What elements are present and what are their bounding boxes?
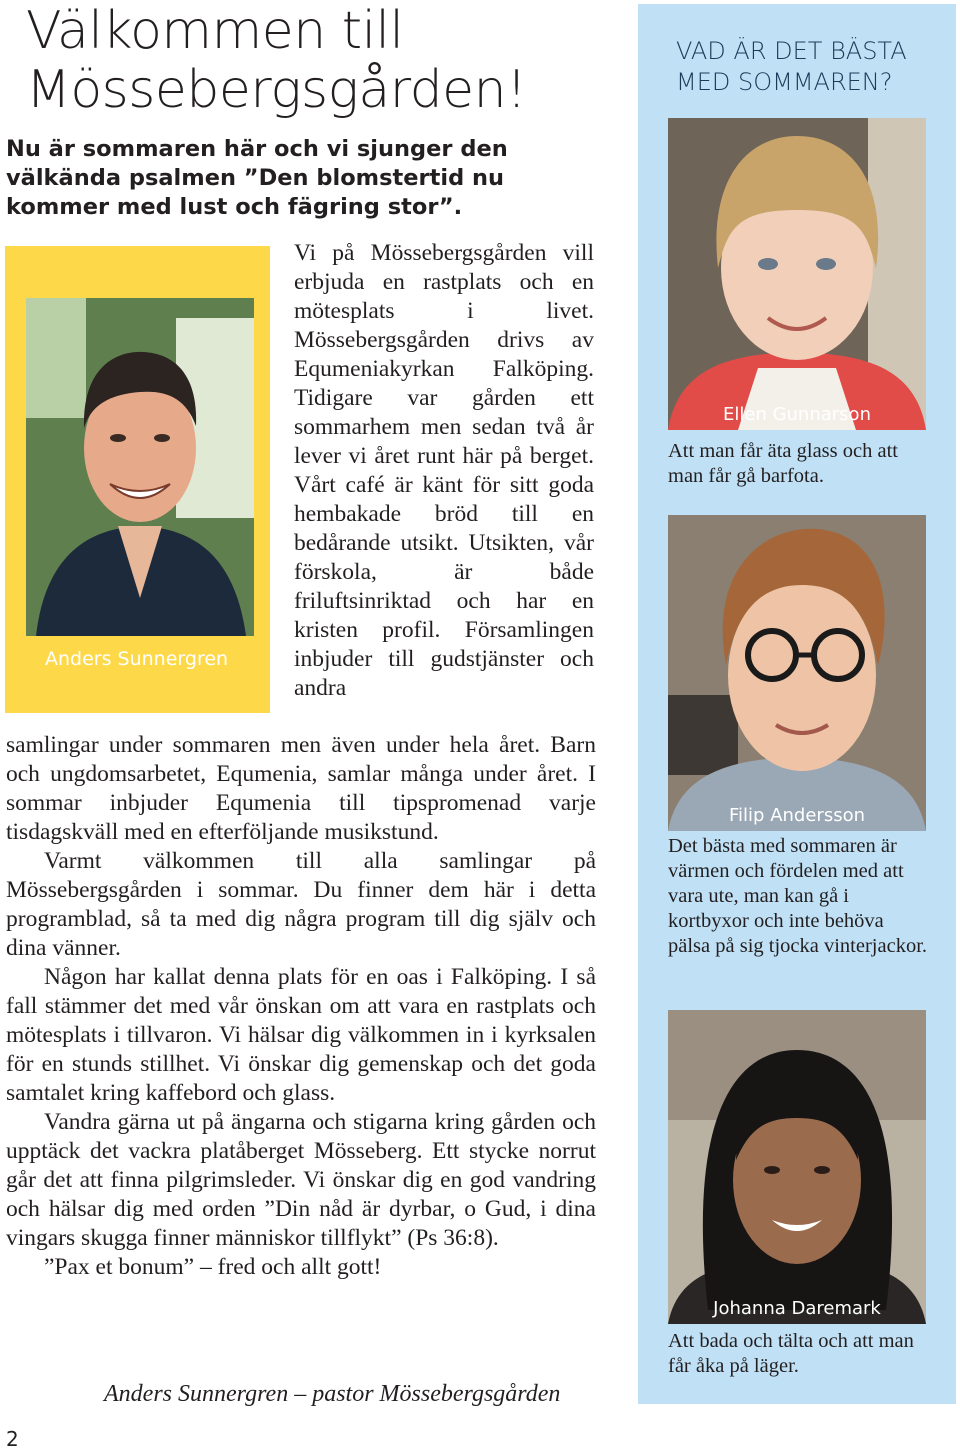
man-portrait-illustration [26,298,254,636]
kid-answer: Att bada och tälta och att man får åka på läger. [668,1330,914,1377]
sidebar-heading: VAD ÄR DET BÄSTA MED SOMMAREN? [676,37,907,96]
portrait-caption: Anders Sunnergren [45,648,229,670]
kid-answer: Att man får äta glass och att man får gå barfota. [668,440,898,487]
intro-column: Vi på Mössebergsgården vill erbjuda en rastplats och en mötesplats i livet. Mössebergsgården drivs av Equmeniakyrkan Falköping. Tidigare var gården ett sommarhem men sedan två år lever vi året runt här på berget. Vårt café är känt för sitt goda hembakade bröd till en bedårande utsikt. Utsikten, vår förskola, är både friluftsinriktad och har en kristen profil. Församlingen inbjuder till gudstjänster och andra [294,240,594,701]
body-paragraph: ”Pax et bonum” – fred och allt gott! [44,1254,382,1280]
kid-photo-johanna [668,1010,926,1324]
girl-portrait-illustration [668,1010,926,1324]
signature: Anders Sunnergren – pastor Mössebergsgården [104,1381,561,1407]
body-paragraph: Någon har kallat denna plats för en oas i Falköping. I så fall stämmer det med vår önskan om att vara en rastplats och mötesplats i tillvaron. Vi hälsar dig välkommen in i kyrksalen för en stunds stillhet. Vi önskar dig gemenskap och det goda samtalet kring kaffebord och glass. [6,964,596,1106]
kid-answer: Det bästa med sommaren är värmen och fördelen med att vara ute, man kan gå i kortbyxor och inte behöva pälsa på sig tjocka vinterjackor. [668,835,928,957]
body-paragraph: Varmt välkommen till alla samlingar på Mössebergsgården i sommar. Du finner dem här i detta programblad, så ta med dig några program till dig själv och dina vänner. [6,848,596,961]
portrait-box [5,246,270,713]
girl-portrait-illustration [668,118,926,430]
kid-name: Ellen Gunnarson [723,404,871,425]
kid-photo-ellen [668,118,926,430]
page-number: 2 [6,1427,19,1451]
portrait-photo [26,298,254,636]
body-paragraph: samlingar under sommaren men även under hela året. Barn och ungdomsarbetet, Equmenia, samlar många under året. I sommar inbjuder Equmenia till tipspromenad varje tisdagskväll med en efterföljande musikstund. [6,732,596,845]
body-paragraph: Vandra gärna ut på ängarna och stigarna kring gården och upptäck det vackra platåberget Mösseberg. Ett stycke norrut går det att finna pilgrimsleder. Vi önskar dig en god vandring och hälsar dig med orden ”Din nåd är dyrbar, o Gud, i dina vingars skugga finner människor tillflykt” (Ps 36:8). [6,1109,596,1251]
kid-name: Filip Andersson [729,805,865,826]
kid-name: Johanna Daremark [713,1298,881,1319]
body-text [6,731,596,1282]
page-title: Välkommen till Mössebergsgården! [26,1,527,120]
kid-photo-filip [668,515,926,831]
lead-paragraph: Nu är sommaren här och vi sjunger den välkända psalmen ”Den blomstertid nu kommer med lust och fägring stor”. [6,136,508,220]
sidebar-survey [638,4,956,1404]
boy-portrait-illustration [668,515,926,831]
